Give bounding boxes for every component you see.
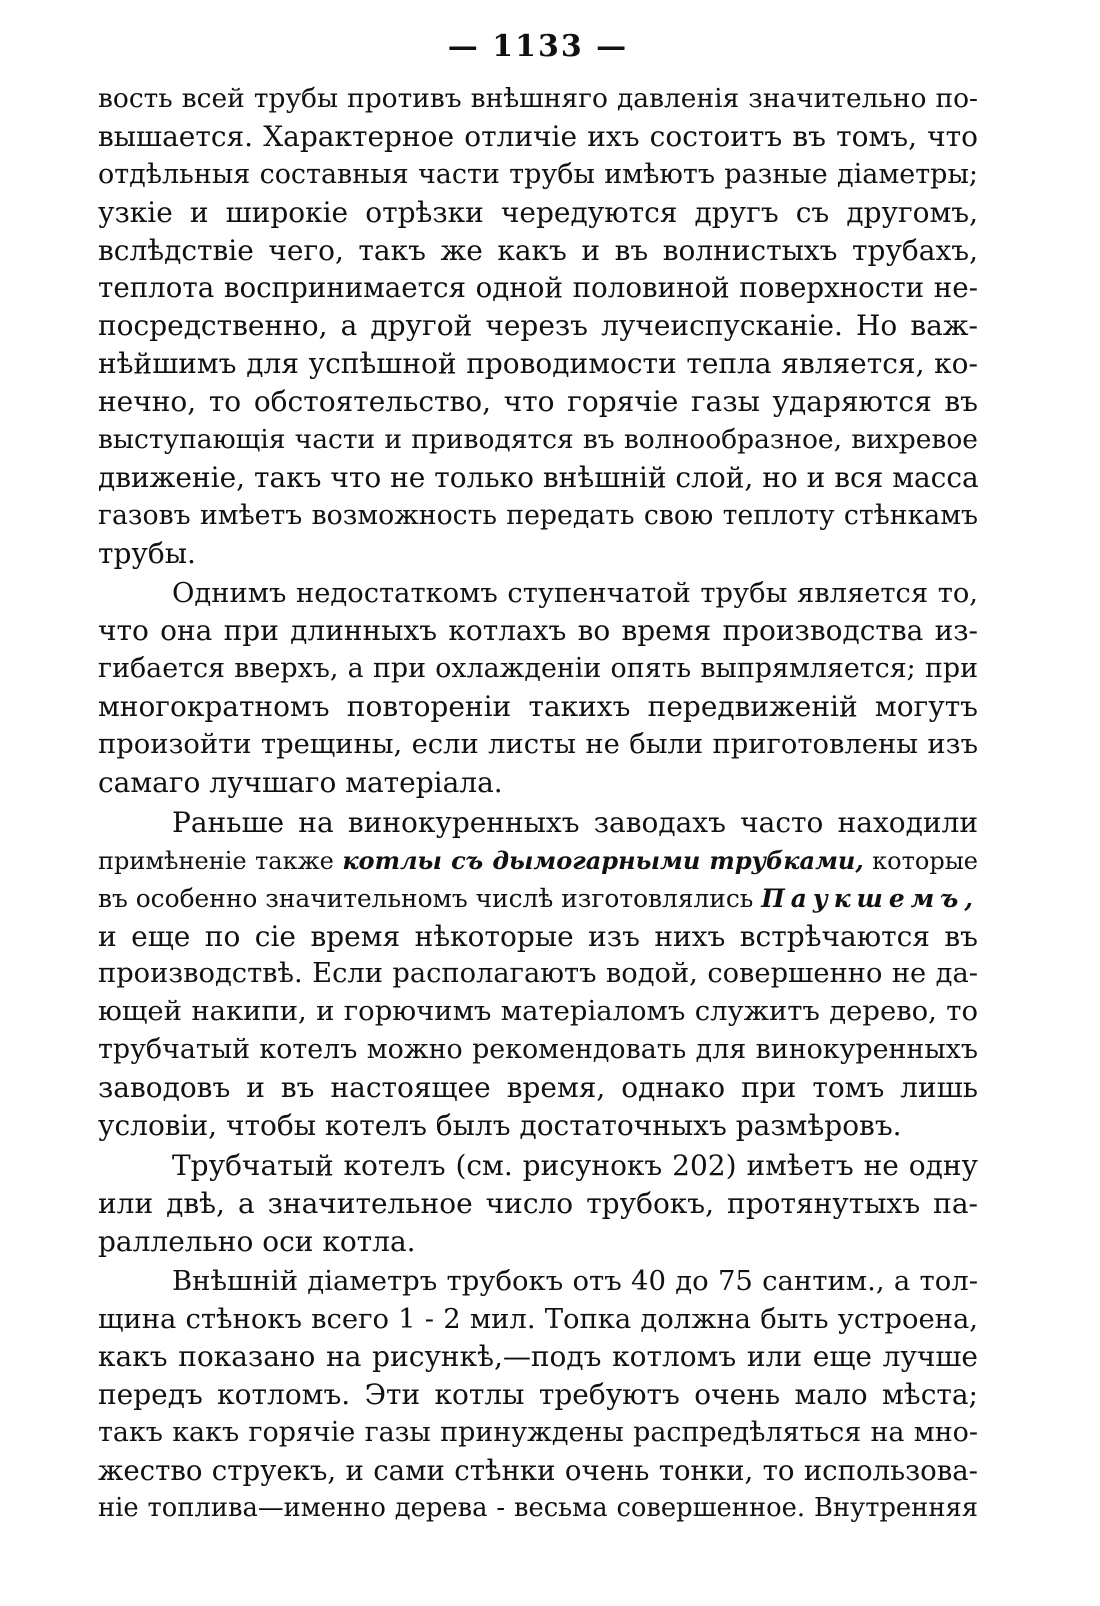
text-line: отдѣльныя составныя части трубы имѣютъ разные діаметры;: [98, 158, 978, 190]
text-line: жество струекъ, и сами стѣнки очень тонки, то использова-: [98, 1454, 978, 1488]
text-line: трубчатый котелъ можно рекомендовать для винокуренныхъ: [98, 1034, 978, 1066]
text-line: Трубчатый котелъ (см. рисунокъ 202) имѣетъ не одну: [172, 1148, 978, 1182]
page-number: — 1133 —: [447, 29, 629, 64]
text-line: многократномъ повтореніи такихъ передвиженій могутъ: [98, 690, 978, 724]
text-line: передъ котломъ. Эти котлы требуютъ очень мало мѣста;: [98, 1378, 978, 1412]
text-line: теплота воспринимается одной половиной поверхности не-: [98, 271, 978, 305]
text-line: Внѣшній діаметръ трубокъ отъ 40 до 75 сантим., а тол-: [172, 1264, 978, 1297]
text-line: какъ показано на рисункѣ,—подъ котломъ или еще лучше: [98, 1340, 978, 1374]
text-line: ющей накипи, и горючимъ матеріаломъ служитъ дерево, то: [98, 996, 978, 1028]
text-fragment: примѣненіе также: [98, 846, 343, 875]
text-line: производствѣ. Если располагаютъ водой, совершенно не да-: [98, 958, 978, 990]
text-line: нѣйшимъ для успѣшной проводимости тепла является, ко-: [98, 347, 978, 381]
paragraph-1: [98, 80, 978, 573]
emphasized-term: котлы съ дымогарными трубками,: [342, 845, 864, 875]
text-line: посредственно, а другой черезъ лучеиспусканіе. Но важ-: [98, 309, 978, 343]
text-line: и еще по сіе время нѣкоторые изъ нихъ встрѣчаются въ: [98, 919, 978, 953]
text-line: вслѣдствіе чего, такъ же какъ и въ волнистыхъ трубахъ,: [98, 233, 978, 267]
text-line: условіи, чтобы котелъ былъ достаточныхъ размѣровъ.: [98, 1109, 902, 1143]
text-line: заводовъ и въ настоящее время, однако при томъ лишь: [98, 1071, 978, 1105]
person-name: Паукшемъ,: [761, 883, 980, 913]
text-line: такъ какъ горячіе газы принуждены распредѣляться на мно-: [98, 1417, 978, 1449]
text-line: узкіе и широкіе отрѣзки чередуются другъ съ другомъ,: [98, 195, 978, 229]
paragraph-5: [98, 1263, 978, 1528]
text-line: ніе топлива—именно дерева - весьма совершенное. Внутренняя: [98, 1492, 978, 1523]
paragraph-4: [98, 1147, 978, 1261]
text-fragment: которые: [863, 846, 978, 875]
text-line: вость всей трубы противъ внѣшняго давленія значительно по-: [98, 83, 978, 114]
book-page: [98, 22, 978, 1528]
text-line: что она при длинныхъ котлахъ во время производства из-: [98, 614, 978, 648]
text-line: Однимъ недостаткомъ ступенчатой трубы является то,: [172, 577, 978, 609]
text-line: раллельно оси котла.: [98, 1224, 416, 1258]
text-line: или двѣ, а значительное число трубокъ, протянутыхъ па-: [98, 1186, 978, 1220]
text-line: газовъ имѣетъ возможность передать свою теплоту стѣнкамъ: [98, 499, 978, 531]
text-line: гибается вверхъ, а при охлажденіи опять выпрямляется; при: [98, 653, 978, 685]
text-line: выступающія части и приводятся въ волнообразное, вихревое: [98, 424, 978, 456]
text-line: [98, 880, 978, 918]
text-line: Раньше на винокуренныхъ заводахъ часто находили: [172, 805, 978, 839]
text-fragment: въ особенно значительномъ числѣ изготовлялись: [98, 883, 762, 913]
paragraph-3: [98, 804, 978, 1145]
paragraph-2: [98, 575, 978, 802]
text-line: самаго лучшаго матеріала.: [98, 766, 503, 800]
text-line: движеніе, такъ что не только внѣшній слой, но и вся масса: [98, 460, 979, 494]
text-line: вышается. Характерное отличіе ихъ состоитъ въ томъ, что: [98, 119, 978, 153]
text-line: нечно, то обстоятельство, что горячіе газы ударяются въ: [98, 385, 978, 419]
text-line: щина стѣнокъ всего 1 - 2 мил. Топка должна быть устроена,: [98, 1303, 978, 1335]
text-line: [98, 842, 978, 880]
text-line: произойти трещины, если листы не были приготовлены изъ: [98, 729, 978, 761]
text-line: трубы.: [98, 536, 196, 570]
